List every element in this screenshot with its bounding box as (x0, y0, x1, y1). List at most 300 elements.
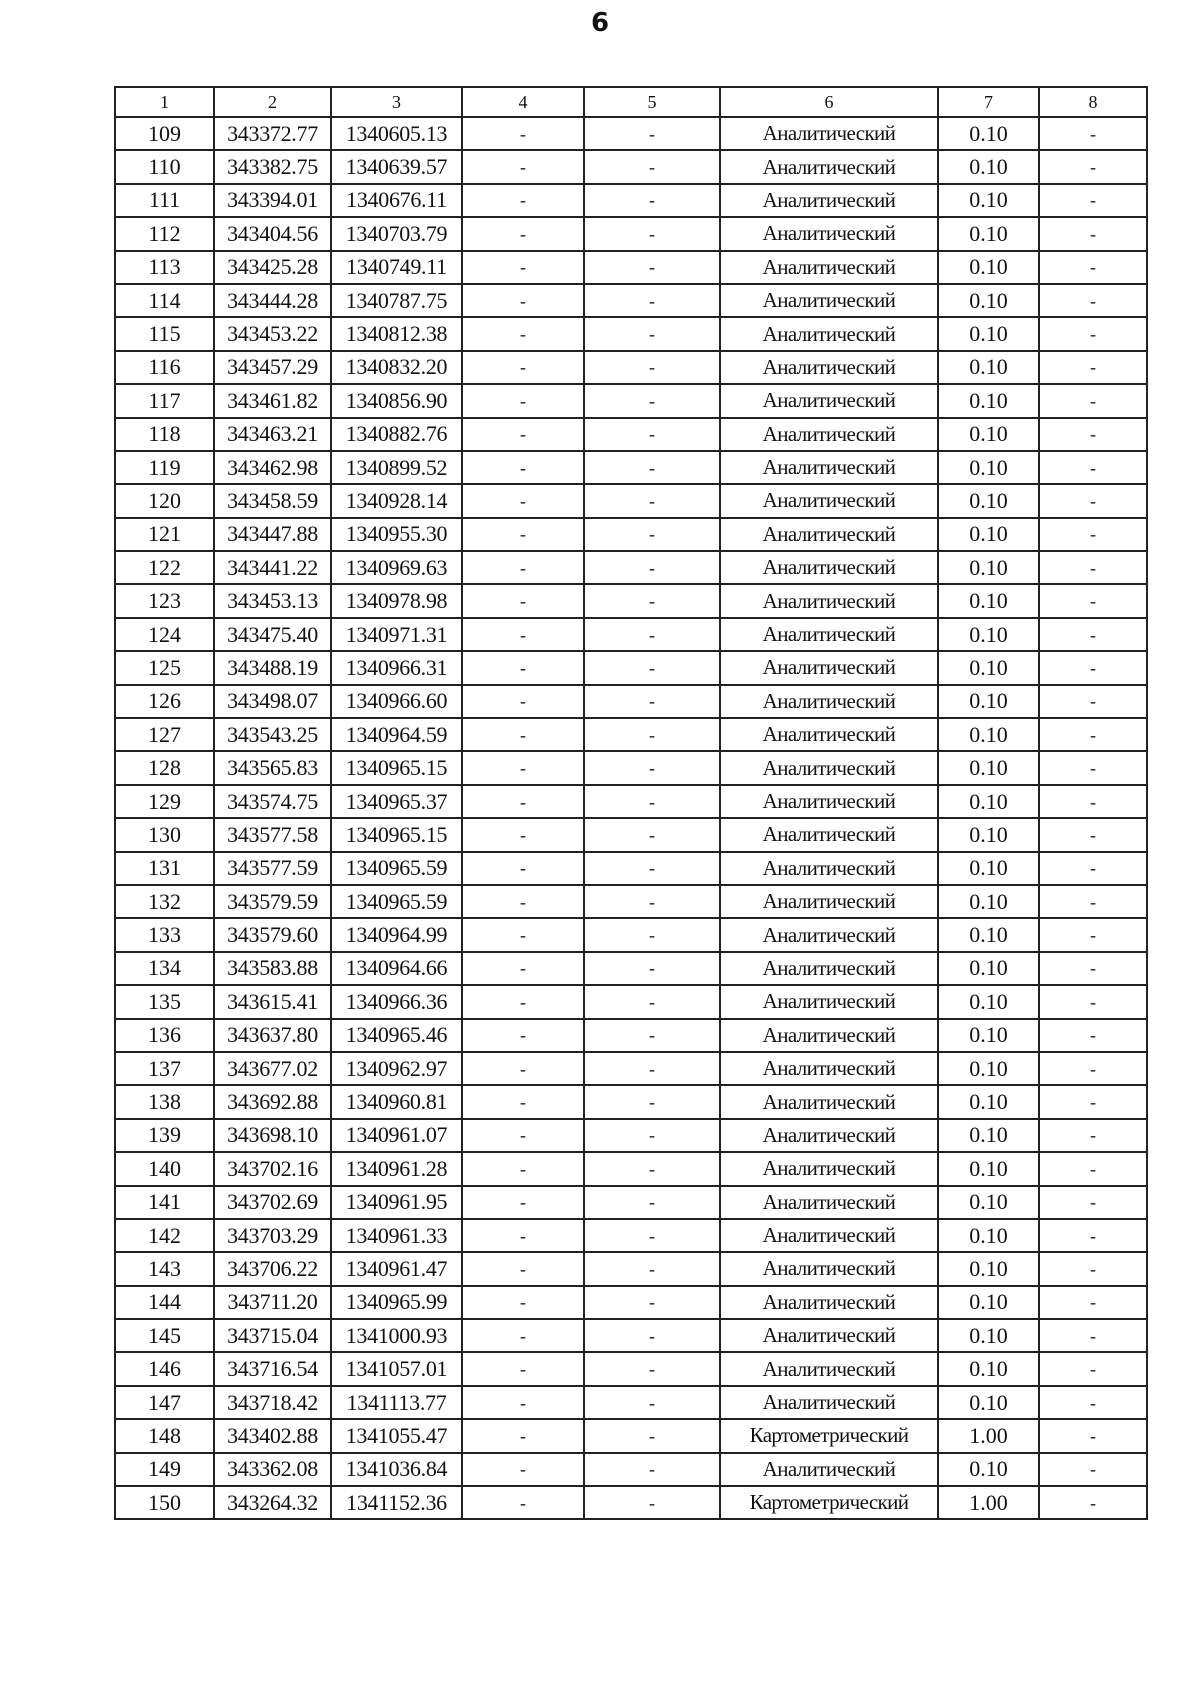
point-number-cell: 114 (115, 284, 214, 317)
x-coordinate-cell: 343463.21 (214, 418, 331, 451)
y-coordinate-cell: 1340856.90 (331, 384, 462, 417)
column-5-cell: - (584, 251, 720, 284)
x-coordinate-cell: 343447.88 (214, 518, 331, 551)
column-5-cell: - (584, 1419, 720, 1452)
y-coordinate-cell: 1340965.37 (331, 785, 462, 818)
method-cell: Аналитический (720, 484, 938, 517)
column-5-cell: - (584, 584, 720, 617)
column-8-cell: - (1039, 1486, 1147, 1519)
column-8-cell: - (1039, 1419, 1147, 1452)
y-coordinate-cell: 1340964.66 (331, 952, 462, 985)
method-cell: Аналитический (720, 1252, 938, 1285)
column-4-cell: - (462, 418, 584, 451)
point-number-cell: 147 (115, 1386, 214, 1419)
point-number-cell: 133 (115, 918, 214, 951)
y-coordinate-cell: 1341057.01 (331, 1352, 462, 1385)
method-cell: Аналитический (720, 751, 938, 784)
column-5-cell: - (584, 1352, 720, 1385)
column-5-cell: - (584, 518, 720, 551)
x-coordinate-cell: 343488.19 (214, 651, 331, 684)
column-4-cell: - (462, 584, 584, 617)
point-number-cell: 121 (115, 518, 214, 551)
column-8-cell: - (1039, 885, 1147, 918)
column-4-cell: - (462, 1286, 584, 1319)
x-coordinate-cell: 343565.83 (214, 751, 331, 784)
accuracy-cell: 0.10 (938, 651, 1039, 684)
column-5-cell: - (584, 1052, 720, 1085)
x-coordinate-cell: 343458.59 (214, 484, 331, 517)
column-8-cell: - (1039, 418, 1147, 451)
column-8-cell: - (1039, 451, 1147, 484)
column-5-cell: - (584, 1085, 720, 1118)
y-coordinate-cell: 1341055.47 (331, 1419, 462, 1452)
table-row (115, 150, 1147, 183)
accuracy-cell: 0.10 (938, 1219, 1039, 1252)
accuracy-cell: 0.10 (938, 418, 1039, 451)
table-body (115, 117, 1147, 1519)
point-number-cell: 131 (115, 852, 214, 885)
x-coordinate-cell: 343577.59 (214, 852, 331, 885)
column-8-cell: - (1039, 1219, 1147, 1252)
column-5-cell: - (584, 1486, 720, 1519)
table-row (115, 1186, 1147, 1219)
column-4-cell: - (462, 351, 584, 384)
y-coordinate-cell: 1340964.59 (331, 718, 462, 751)
y-coordinate-cell: 1340832.20 (331, 351, 462, 384)
table-row (115, 117, 1147, 150)
x-coordinate-cell: 343692.88 (214, 1085, 331, 1118)
y-coordinate-cell: 1340965.15 (331, 751, 462, 784)
method-cell: Аналитический (720, 150, 938, 183)
column-5-cell: - (584, 418, 720, 451)
point-number-cell: 113 (115, 251, 214, 284)
accuracy-cell: 1.00 (938, 1486, 1039, 1519)
accuracy-cell: 0.10 (938, 1052, 1039, 1085)
column-4-cell: - (462, 1219, 584, 1252)
table-row (115, 1019, 1147, 1052)
method-cell: Аналитический (720, 618, 938, 651)
column-8-cell: - (1039, 518, 1147, 551)
column-5-cell: - (584, 651, 720, 684)
table-row (115, 1119, 1147, 1152)
point-number-cell: 150 (115, 1486, 214, 1519)
method-cell: Аналитический (720, 418, 938, 451)
column-5-cell: - (584, 751, 720, 784)
column-5-cell: - (584, 551, 720, 584)
method-cell: Аналитический (720, 1152, 938, 1185)
x-coordinate-cell: 343615.41 (214, 985, 331, 1018)
y-coordinate-cell: 1340965.59 (331, 885, 462, 918)
column-8-cell: - (1039, 150, 1147, 183)
table-row (115, 852, 1147, 885)
y-coordinate-cell: 1340928.14 (331, 484, 462, 517)
x-coordinate-cell: 343711.20 (214, 1286, 331, 1319)
table-row (115, 251, 1147, 284)
point-number-cell: 143 (115, 1252, 214, 1285)
x-coordinate-cell: 343677.02 (214, 1052, 331, 1085)
method-cell: Аналитический (720, 317, 938, 350)
column-8-cell: - (1039, 1052, 1147, 1085)
table-row (115, 1152, 1147, 1185)
table-row (115, 952, 1147, 985)
x-coordinate-cell: 343706.22 (214, 1252, 331, 1285)
y-coordinate-cell: 1341000.93 (331, 1319, 462, 1352)
header-cell-8: 8 (1039, 87, 1147, 117)
y-coordinate-cell: 1340812.38 (331, 317, 462, 350)
accuracy-cell: 0.10 (938, 484, 1039, 517)
point-number-cell: 139 (115, 1119, 214, 1152)
point-number-cell: 110 (115, 150, 214, 183)
y-coordinate-cell: 1341113.77 (331, 1386, 462, 1419)
y-coordinate-cell: 1340787.75 (331, 284, 462, 317)
x-coordinate-cell: 343702.69 (214, 1186, 331, 1219)
accuracy-cell: 0.10 (938, 751, 1039, 784)
x-coordinate-cell: 343462.98 (214, 451, 331, 484)
x-coordinate-cell: 343382.75 (214, 150, 331, 183)
point-number-cell: 111 (115, 184, 214, 217)
table-row (115, 418, 1147, 451)
column-8-cell: - (1039, 1152, 1147, 1185)
y-coordinate-cell: 1340899.52 (331, 451, 462, 484)
accuracy-cell: 0.10 (938, 317, 1039, 350)
accuracy-cell: 0.10 (938, 1019, 1039, 1052)
point-number-cell: 149 (115, 1453, 214, 1486)
column-4-cell: - (462, 251, 584, 284)
y-coordinate-cell: 1340962.97 (331, 1052, 462, 1085)
method-cell: Аналитический (720, 685, 938, 718)
accuracy-cell: 0.10 (938, 885, 1039, 918)
column-4-cell: - (462, 1085, 584, 1118)
y-coordinate-cell: 1340960.81 (331, 1085, 462, 1118)
point-number-cell: 138 (115, 1085, 214, 1118)
table-row (115, 685, 1147, 718)
point-number-cell: 122 (115, 551, 214, 584)
point-number-cell: 130 (115, 818, 214, 851)
column-4-cell: - (462, 918, 584, 951)
y-coordinate-cell: 1340882.76 (331, 418, 462, 451)
x-coordinate-cell: 343702.16 (214, 1152, 331, 1185)
accuracy-cell: 0.10 (938, 685, 1039, 718)
accuracy-cell: 0.10 (938, 117, 1039, 150)
column-4-cell: - (462, 217, 584, 250)
y-coordinate-cell: 1340605.13 (331, 117, 462, 150)
point-number-cell: 141 (115, 1186, 214, 1219)
point-number-cell: 127 (115, 718, 214, 751)
accuracy-cell: 0.10 (938, 718, 1039, 751)
method-cell: Аналитический (720, 384, 938, 417)
accuracy-cell: 1.00 (938, 1419, 1039, 1452)
y-coordinate-cell: 1340749.11 (331, 251, 462, 284)
column-5-cell: - (584, 685, 720, 718)
x-coordinate-cell: 343264.32 (214, 1486, 331, 1519)
y-coordinate-cell: 1340964.99 (331, 918, 462, 951)
column-5-cell: - (584, 1453, 720, 1486)
method-cell: Аналитический (720, 651, 938, 684)
column-5-cell: - (584, 451, 720, 484)
y-coordinate-cell: 1341152.36 (331, 1486, 462, 1519)
point-number-cell: 134 (115, 952, 214, 985)
column-5-cell: - (584, 150, 720, 183)
coordinates-table-container (114, 86, 1146, 1520)
column-8-cell: - (1039, 618, 1147, 651)
y-coordinate-cell: 1340969.63 (331, 551, 462, 584)
column-4-cell: - (462, 1453, 584, 1486)
column-4-cell: - (462, 117, 584, 150)
method-cell: Аналитический (720, 217, 938, 250)
x-coordinate-cell: 343404.56 (214, 217, 331, 250)
method-cell: Аналитический (720, 518, 938, 551)
header-row (115, 87, 1147, 117)
accuracy-cell: 0.10 (938, 785, 1039, 818)
point-number-cell: 142 (115, 1219, 214, 1252)
y-coordinate-cell: 1340966.60 (331, 685, 462, 718)
point-number-cell: 145 (115, 1319, 214, 1352)
table-row (115, 651, 1147, 684)
y-coordinate-cell: 1340971.31 (331, 618, 462, 651)
method-cell: Аналитический (720, 918, 938, 951)
x-coordinate-cell: 343372.77 (214, 117, 331, 150)
column-5-cell: - (584, 885, 720, 918)
y-coordinate-cell: 1340965.59 (331, 852, 462, 885)
method-cell: Аналитический (720, 1319, 938, 1352)
method-cell: Аналитический (720, 1186, 938, 1219)
point-number-cell: 135 (115, 985, 214, 1018)
table-row (115, 518, 1147, 551)
column-5-cell: - (584, 918, 720, 951)
x-coordinate-cell: 343453.13 (214, 584, 331, 617)
table-row (115, 1319, 1147, 1352)
y-coordinate-cell: 1340961.95 (331, 1186, 462, 1219)
column-4-cell: - (462, 1319, 584, 1352)
x-coordinate-cell: 343457.29 (214, 351, 331, 384)
x-coordinate-cell: 343574.75 (214, 785, 331, 818)
method-cell: Картометрический (720, 1486, 938, 1519)
accuracy-cell: 0.10 (938, 1252, 1039, 1285)
accuracy-cell: 0.10 (938, 1119, 1039, 1152)
column-4-cell: - (462, 551, 584, 584)
column-4-cell: - (462, 184, 584, 217)
x-coordinate-cell: 343453.22 (214, 317, 331, 350)
point-number-cell: 124 (115, 618, 214, 651)
accuracy-cell: 0.10 (938, 451, 1039, 484)
table-row (115, 1085, 1147, 1118)
table-row (115, 1052, 1147, 1085)
column-8-cell: - (1039, 952, 1147, 985)
header-cell-6: 6 (720, 87, 938, 117)
column-5-cell: - (584, 1152, 720, 1185)
column-8-cell: - (1039, 384, 1147, 417)
column-4-cell: - (462, 484, 584, 517)
point-number-cell: 123 (115, 584, 214, 617)
accuracy-cell: 0.10 (938, 852, 1039, 885)
method-cell: Аналитический (720, 284, 938, 317)
accuracy-cell: 0.10 (938, 952, 1039, 985)
table-row (115, 184, 1147, 217)
column-5-cell: - (584, 818, 720, 851)
header-cell-2: 2 (214, 87, 331, 117)
accuracy-cell: 0.10 (938, 985, 1039, 1018)
point-number-cell: 137 (115, 1052, 214, 1085)
column-4-cell: - (462, 1052, 584, 1085)
y-coordinate-cell: 1340978.98 (331, 584, 462, 617)
x-coordinate-cell: 343716.54 (214, 1352, 331, 1385)
column-5-cell: - (584, 852, 720, 885)
column-4-cell: - (462, 384, 584, 417)
method-cell: Аналитический (720, 551, 938, 584)
column-4-cell: - (462, 1386, 584, 1419)
method-cell: Аналитический (720, 785, 938, 818)
accuracy-cell: 0.10 (938, 384, 1039, 417)
column-5-cell: - (584, 1119, 720, 1152)
column-4-cell: - (462, 952, 584, 985)
accuracy-cell: 0.10 (938, 351, 1039, 384)
table-row (115, 284, 1147, 317)
point-number-cell: 132 (115, 885, 214, 918)
method-cell: Картометрический (720, 1419, 938, 1452)
column-8-cell: - (1039, 751, 1147, 784)
x-coordinate-cell: 343543.25 (214, 718, 331, 751)
column-4-cell: - (462, 1486, 584, 1519)
column-5-cell: - (584, 985, 720, 1018)
column-5-cell: - (584, 217, 720, 250)
method-cell: Аналитический (720, 885, 938, 918)
column-8-cell: - (1039, 584, 1147, 617)
y-coordinate-cell: 1340961.33 (331, 1219, 462, 1252)
table-row (115, 751, 1147, 784)
x-coordinate-cell: 343718.42 (214, 1386, 331, 1419)
point-number-cell: 109 (115, 117, 214, 150)
column-4-cell: - (462, 1119, 584, 1152)
table-row (115, 451, 1147, 484)
method-cell: Аналитический (720, 952, 938, 985)
table-row (115, 551, 1147, 584)
table-row (115, 1219, 1147, 1252)
column-5-cell: - (584, 184, 720, 217)
column-8-cell: - (1039, 551, 1147, 584)
column-4-cell: - (462, 985, 584, 1018)
x-coordinate-cell: 343703.29 (214, 1219, 331, 1252)
accuracy-cell: 0.10 (938, 1286, 1039, 1319)
column-5-cell: - (584, 1252, 720, 1285)
column-5-cell: - (584, 117, 720, 150)
point-number-cell: 144 (115, 1286, 214, 1319)
column-4-cell: - (462, 751, 584, 784)
method-cell: Аналитический (720, 852, 938, 885)
column-8-cell: - (1039, 852, 1147, 885)
column-4-cell: - (462, 1252, 584, 1285)
table-row (115, 618, 1147, 651)
y-coordinate-cell: 1340961.07 (331, 1119, 462, 1152)
method-cell: Аналитический (720, 1085, 938, 1118)
method-cell: Аналитический (720, 1352, 938, 1385)
y-coordinate-cell: 1340965.15 (331, 818, 462, 851)
x-coordinate-cell: 343425.28 (214, 251, 331, 284)
column-8-cell: - (1039, 317, 1147, 350)
column-8-cell: - (1039, 1352, 1147, 1385)
point-number-cell: 120 (115, 484, 214, 517)
x-coordinate-cell: 343583.88 (214, 952, 331, 985)
accuracy-cell: 0.10 (938, 584, 1039, 617)
column-8-cell: - (1039, 1286, 1147, 1319)
column-4-cell: - (462, 1186, 584, 1219)
column-4-cell: - (462, 718, 584, 751)
column-8-cell: - (1039, 1119, 1147, 1152)
column-5-cell: - (584, 1286, 720, 1319)
column-5-cell: - (584, 351, 720, 384)
y-coordinate-cell: 1340639.57 (331, 150, 462, 183)
point-number-cell: 117 (115, 384, 214, 417)
table-row (115, 384, 1147, 417)
table-row (115, 1419, 1147, 1452)
table-row (115, 1252, 1147, 1285)
y-coordinate-cell: 1340966.31 (331, 651, 462, 684)
column-8-cell: - (1039, 718, 1147, 751)
table-row (115, 1486, 1147, 1519)
header-cell-7: 7 (938, 87, 1039, 117)
x-coordinate-cell: 343441.22 (214, 551, 331, 584)
column-4-cell: - (462, 150, 584, 183)
point-number-cell: 146 (115, 1352, 214, 1385)
accuracy-cell: 0.10 (938, 818, 1039, 851)
method-cell: Аналитический (720, 1453, 938, 1486)
table-row (115, 1286, 1147, 1319)
accuracy-cell: 0.10 (938, 1085, 1039, 1118)
method-cell: Аналитический (720, 1119, 938, 1152)
column-4-cell: - (462, 284, 584, 317)
x-coordinate-cell: 343394.01 (214, 184, 331, 217)
method-cell: Аналитический (720, 1386, 938, 1419)
y-coordinate-cell: 1340961.28 (331, 1152, 462, 1185)
header-cell-4: 4 (462, 87, 584, 117)
column-5-cell: - (584, 952, 720, 985)
accuracy-cell: 0.10 (938, 1352, 1039, 1385)
page-number: 6 (590, 8, 610, 38)
point-number-cell: 119 (115, 451, 214, 484)
point-number-cell: 125 (115, 651, 214, 684)
point-number-cell: 128 (115, 751, 214, 784)
method-cell: Аналитический (720, 184, 938, 217)
table-row (115, 1453, 1147, 1486)
point-number-cell: 136 (115, 1019, 214, 1052)
column-8-cell: - (1039, 284, 1147, 317)
accuracy-cell: 0.10 (938, 284, 1039, 317)
table-row (115, 584, 1147, 617)
table-row (115, 818, 1147, 851)
table-row (115, 718, 1147, 751)
column-8-cell: - (1039, 1319, 1147, 1352)
accuracy-cell: 0.10 (938, 1453, 1039, 1486)
x-coordinate-cell: 343579.59 (214, 885, 331, 918)
column-8-cell: - (1039, 1252, 1147, 1285)
column-5-cell: - (584, 484, 720, 517)
column-8-cell: - (1039, 985, 1147, 1018)
table-header (115, 87, 1147, 117)
method-cell: Аналитический (720, 985, 938, 1018)
column-8-cell: - (1039, 1085, 1147, 1118)
y-coordinate-cell: 1340965.46 (331, 1019, 462, 1052)
point-number-cell: 140 (115, 1152, 214, 1185)
column-4-cell: - (462, 518, 584, 551)
column-8-cell: - (1039, 651, 1147, 684)
method-cell: Аналитический (720, 718, 938, 751)
column-5-cell: - (584, 785, 720, 818)
table-row (115, 1386, 1147, 1419)
column-8-cell: - (1039, 117, 1147, 150)
accuracy-cell: 0.10 (938, 1152, 1039, 1185)
method-cell: Аналитический (720, 1019, 938, 1052)
column-5-cell: - (584, 618, 720, 651)
point-number-cell: 118 (115, 418, 214, 451)
